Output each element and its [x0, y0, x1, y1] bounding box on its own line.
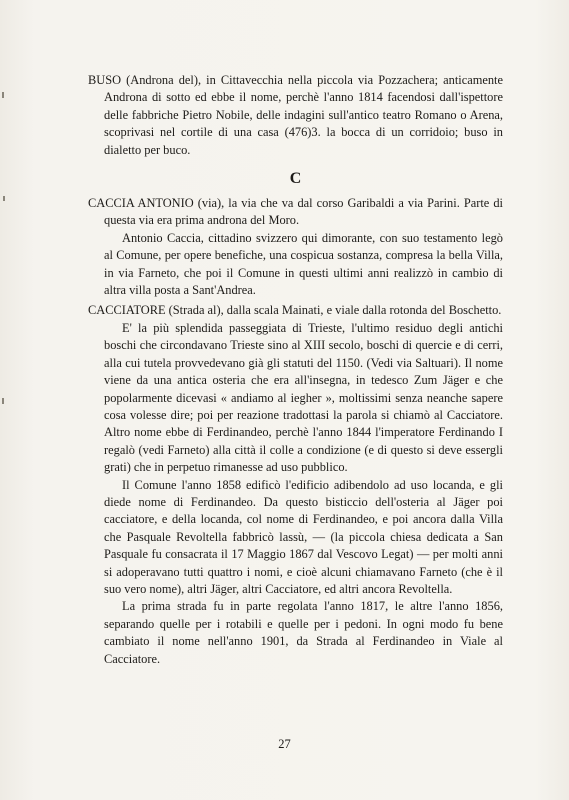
text-body	[88, 72, 503, 671]
margin-mark	[2, 398, 4, 404]
entry-paragraph: La prima strada fu in parte regolata l'anno 1817, le altre l'anno 1856, separando quelle per i rotabili e quelle per i pedoni. In ogni modo fu bene cambiato il nome nell'anno 1901, da Strada al Ferdinandeo in Viale al Cacciatore.	[104, 599, 503, 666]
entry-paragraph: BUSO (Androna del), in Cittavecchia nella piccola via Pozzachera; anticamente Androna di sotto ed ebbe il nome, perchè l'anno 1814 facendosi dall'ispettore delle fabbriche Pietro Nobile, delle indagini sull'antico teatro Romano o Arena, scoprivasi nel cortile di una casa (476)3. la bocca di un corridoio; buso in dialetto per buco.	[88, 73, 503, 157]
entry-paragraph: Il Comune l'anno 1858 edificò l'edificio adibendolo ad uso locanda, e gli diede nome di Ferdinandeo. Da questo bisticcio dell'osteria al Jäger poi cacciatore, e della locanda, col nome di Ferdinandeo, e poi ancora dalla Villa che Pasquale Revoltella fabbricò lassù, — (la piccola chiesa dedicata a San Pasquale fu consacrata il 17 Maggio 1867 dal Vescovo Legat) — per molti anni si adoperavano tutti quattro i nomi, e cioè alcuni chiamavano Farneto (che è il suo vero nome), altri Jäger, altri Cacciatore, ed altri ancora Revoltella.	[104, 477, 503, 596]
entry-buso	[88, 72, 503, 159]
entry-caccia-antonio	[88, 195, 503, 299]
margin-mark	[2, 92, 4, 98]
entry-paragraph: CACCIA ANTONIO (via), la via che va dal corso Garibaldi a via Parini. Parte di questa via era prima androna del Moro.	[88, 196, 503, 228]
entry-paragraph: E' la più splendida passeggiata di Trieste, l'ultimo residuo degli antichi boschi che circondavano Trieste sino al XIII secolo, boschi di quercie e di cerri, alla cui tutela provvedevano già gli statuti del 1150. (Vedi via Saltuari). Il nome viene da una antica osteria che era all'insegna, in tedesco Zum Jäger e che popolarmente dicevasi « andiamo al iegher », moltissimi senza neanche sapere cosa volesse dire; poi per reazione tradottasi la parola si chiamò al Cacciatore. Altro nome ebbe di Ferdinandeo, perchè l'anno 1844 l'imperatore Ferdinando I regalò (vedi Farneto) alla città il colle a condizione (e di questo si deve essergli grati) che in perpetuo rimanesse ad uso pubblico.	[104, 320, 503, 475]
margin-mark	[3, 196, 5, 201]
entry-paragraph: Antonio Caccia, cittadino svizzero qui dimorante, con suo testamento legò al Comune, per opere benefiche, una cospicua sostanza, compresa la bella Villa, in via Farneto, che poi il Comune in questi ultimi anni realizzò in cambio di altra villa posta a Sant'Andrea.	[104, 230, 503, 298]
entry-paragraph: CACCIATORE (Strada al), dalla scala Mainati, e viale dalla rotonda del Boschetto.	[88, 303, 502, 318]
section-letter-heading: C	[289, 170, 302, 188]
entry-cacciatore	[88, 302, 503, 668]
page-number: 27	[278, 737, 291, 751]
